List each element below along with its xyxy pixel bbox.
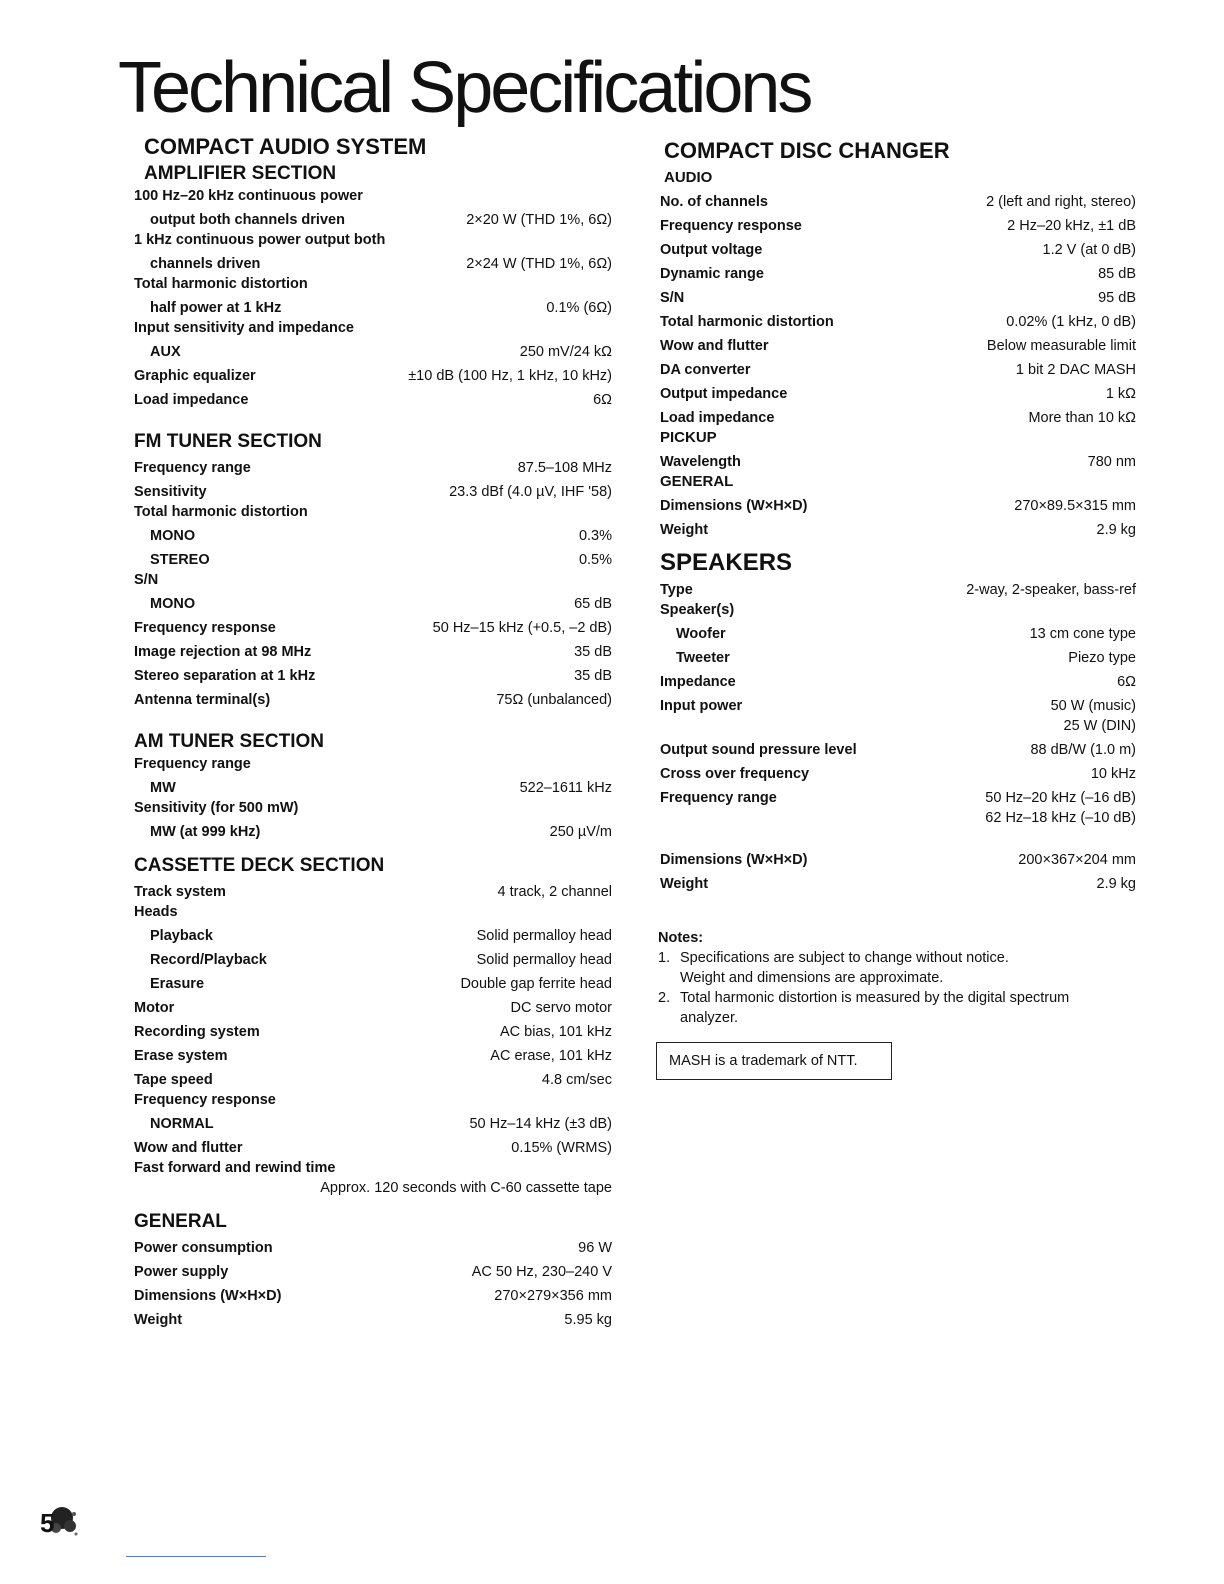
- spec-label: Fast forward and rewind time: [134, 1160, 336, 1176]
- spec-value: 50 Hz–20 kHz (–16 dB): [985, 790, 1136, 806]
- spec-label: Frequency response: [660, 218, 802, 234]
- audio-heading: AUDIO: [664, 169, 713, 186]
- spec-row: [660, 212, 1136, 236]
- spec-value: 2×20 W (THD 1%, 6Ω): [466, 212, 612, 228]
- spec-label: 1 kHz continuous power output both: [134, 232, 386, 248]
- note-number-spacer: [658, 1008, 680, 1028]
- spec-row: [134, 970, 612, 994]
- spec-value: 6Ω: [593, 392, 612, 408]
- spec-value: AC bias, 101 kHz: [499, 1024, 612, 1040]
- spec-label: Total harmonic distortion: [660, 314, 834, 330]
- spec-value: 95 dB: [1098, 290, 1136, 306]
- cassette-deck-section-heading: CASSETTE DECK SECTION: [134, 855, 385, 876]
- spec-label: Dynamic range: [660, 266, 764, 282]
- spec-row: [660, 188, 1136, 212]
- spec-label: Output impedance: [660, 386, 788, 402]
- spec-row: [660, 308, 1136, 332]
- note-item: [658, 988, 1118, 1008]
- spec-row: [134, 250, 612, 274]
- spec-row: [134, 294, 612, 318]
- spec-label: Load impedance: [660, 410, 775, 426]
- spec-label: Speaker(s): [660, 602, 735, 618]
- spec-label: MONO: [150, 596, 196, 612]
- spec-label: Image rejection at 98 MHz: [134, 644, 312, 660]
- spec-value: 5.95 kg: [564, 1312, 612, 1328]
- spec-value: 2 Hz–20 kHz, ±1 dB: [1007, 218, 1136, 234]
- spec-row: [134, 946, 612, 970]
- spec-value: 1.2 V (at 0 dB): [1042, 242, 1136, 258]
- spec-label: Track system: [134, 884, 226, 900]
- spec-value: 25 W (DIN): [1063, 718, 1136, 734]
- spec-label: Tweeter: [676, 650, 730, 666]
- spec-row: [134, 798, 612, 818]
- pickup-heading: PICKUP: [660, 429, 717, 446]
- note-text: Specifications are subject to change without notice.: [680, 950, 1009, 966]
- trademark-notice: MASH is a trademark of NTT.: [656, 1042, 892, 1080]
- spec-row: [134, 206, 612, 230]
- spec-value: Double gap ferrite head: [460, 976, 612, 992]
- spec-row: [134, 1018, 612, 1042]
- spec-row: [660, 236, 1136, 260]
- spec-row: [134, 186, 612, 206]
- spec-label: Recording system: [134, 1024, 260, 1040]
- spec-value: 0.15% (WRMS): [511, 1140, 612, 1156]
- spec-row: [134, 546, 612, 570]
- spec-value: DC servo motor: [510, 1000, 612, 1016]
- spec-value: Below measurable limit: [986, 338, 1136, 354]
- spec-label: Cross over frequency: [660, 766, 810, 782]
- note-number-spacer: [658, 968, 680, 988]
- spec-value: Piezo type: [1068, 650, 1136, 666]
- spec-label: Antenna terminal(s): [134, 692, 271, 708]
- general-section-heading: GENERAL: [134, 1211, 227, 1232]
- spec-label: Frequency response: [134, 620, 276, 636]
- spec-label: Frequency range: [134, 756, 251, 772]
- spec-label: Motor: [134, 1000, 175, 1016]
- note-text: Weight and dimensions are approximate.: [680, 970, 944, 986]
- spec-row: [134, 902, 612, 922]
- spec-row: [134, 1306, 612, 1330]
- spec-label: Erase system: [134, 1048, 228, 1064]
- spec-value: 4 track, 2 channel: [497, 884, 612, 900]
- spec-value: 85 dB: [1098, 266, 1136, 282]
- spec-value: Solid permalloy head: [476, 928, 612, 944]
- compact-disc-changer-heading: COMPACT DISC CHANGER: [664, 138, 950, 163]
- spec-row: [134, 386, 612, 410]
- spec-label: MW (at 999 kHz): [150, 824, 261, 840]
- footer-rule: [126, 1556, 266, 1557]
- spec-label: Woofer: [676, 626, 726, 642]
- spec-row: [134, 1282, 612, 1306]
- spec-label: Erasure: [150, 976, 205, 992]
- notes-block: [658, 928, 1118, 1028]
- am-tuner-section-heading: AM TUNER SECTION: [134, 731, 324, 752]
- spec-value: 2.9 kg: [1096, 876, 1136, 892]
- spec-label: Input power: [660, 698, 743, 714]
- spec-row: [134, 922, 612, 946]
- spec-label: Frequency range: [134, 460, 251, 476]
- spacer: [134, 410, 612, 428]
- spec-label: Playback: [150, 928, 213, 944]
- note-item: [658, 948, 1118, 968]
- spec-label: Wow and flutter: [660, 338, 769, 354]
- spec-label: S/N: [660, 290, 685, 306]
- spec-row: [134, 774, 612, 798]
- spacer: [134, 842, 612, 852]
- spec-label: Power consumption: [134, 1240, 273, 1256]
- spec-label: Load impedance: [134, 392, 249, 408]
- spec-row: [134, 318, 612, 338]
- spec-value: 75Ω (unbalanced): [496, 692, 612, 708]
- spec-value: ±10 dB (100 Hz, 1 kHz, 10 kHz): [408, 368, 612, 384]
- spec-label: Sensitivity: [134, 484, 207, 500]
- compact-disc-changer-column: [660, 138, 1136, 894]
- spec-row: [134, 1042, 612, 1066]
- spec-row: [134, 818, 612, 842]
- spec-row: [660, 576, 1136, 600]
- spec-row: [134, 1134, 612, 1158]
- spec-label: Tape speed: [134, 1072, 213, 1088]
- spec-row: [660, 332, 1136, 356]
- spec-value: 50 W (music): [1050, 698, 1136, 714]
- spec-row: [134, 1234, 612, 1258]
- spec-label: Frequency range: [660, 790, 777, 806]
- spec-row: [134, 878, 612, 902]
- spec-value: 35 dB: [574, 668, 612, 684]
- spec-label: Weight: [660, 522, 709, 538]
- spec-value: More than 10 kΩ: [1028, 410, 1136, 426]
- spec-row: [134, 1258, 612, 1282]
- spec-label: MW: [150, 780, 176, 796]
- spec-row: [134, 274, 612, 294]
- spec-value: 62 Hz–18 kHz (–10 dB): [985, 810, 1136, 826]
- page-title: Technical Specifications: [118, 48, 811, 128]
- spec-label: Power supply: [134, 1264, 229, 1280]
- spec-row: [660, 736, 1136, 760]
- spec-label: STEREO: [150, 552, 210, 568]
- spec-label: DA converter: [660, 362, 751, 378]
- spec-value: 2×24 W (THD 1%, 6Ω): [466, 256, 612, 272]
- spec-label: Output voltage: [660, 242, 763, 258]
- spacer: [134, 710, 612, 728]
- spec-row: [134, 338, 612, 362]
- spec-label: No. of channels: [660, 194, 768, 210]
- spec-row: [134, 686, 612, 710]
- spec-value: 6Ω: [1117, 674, 1136, 690]
- spec-label: Sensitivity (for 500 mW): [134, 800, 299, 816]
- spec-label: Total harmonic distortion: [134, 504, 308, 520]
- spec-value: 13 cm cone type: [1029, 626, 1136, 642]
- spec-row: [134, 614, 612, 638]
- spec-row: [134, 1158, 612, 1178]
- spec-row: [660, 284, 1136, 308]
- spec-label: Stereo separation at 1 kHz: [134, 668, 316, 684]
- spec-row: [134, 1110, 612, 1134]
- spec-value: 780 nm: [1087, 454, 1136, 470]
- spec-value: Approx. 120 seconds with C-60 cassette tape: [320, 1180, 612, 1196]
- spacer: [660, 828, 1136, 846]
- spec-label: output both channels driven: [150, 212, 345, 228]
- spec-value: AC 50 Hz, 230–240 V: [471, 1264, 612, 1280]
- spec-row: [660, 784, 1136, 808]
- spec-row: [134, 502, 612, 522]
- spec-value: 0.02% (1 kHz, 0 dB): [1006, 314, 1136, 330]
- spec-row: [134, 454, 612, 478]
- note-text: Total harmonic distortion is measured by the digital spectrum: [680, 990, 1070, 1006]
- spec-value: 200×367×204 mm: [1018, 852, 1136, 868]
- spec-value: 270×89.5×315 mm: [1014, 498, 1136, 514]
- page-number: 5: [40, 1508, 55, 1538]
- spec-value: 35 dB: [574, 644, 612, 660]
- cd-general-heading: GENERAL: [660, 473, 734, 490]
- spec-value: 96 W: [578, 1240, 612, 1256]
- spec-label: channels driven: [150, 256, 261, 272]
- spec-value: 50 Hz–14 kHz (±3 dB): [469, 1116, 612, 1132]
- spec-row: [660, 404, 1136, 428]
- spec-row: [660, 260, 1136, 284]
- spec-label: Graphic equalizer: [134, 368, 256, 384]
- spec-value: 10 kHz: [1090, 766, 1136, 782]
- spec-label: half power at 1 kHz: [150, 300, 282, 316]
- spec-label: Dimensions (W×H×D): [660, 852, 808, 868]
- spec-label: NORMAL: [150, 1116, 214, 1132]
- spec-label: Dimensions (W×H×D): [134, 1288, 282, 1304]
- spec-value: 1 kΩ: [1105, 386, 1136, 402]
- note-number: 2.: [658, 990, 671, 1006]
- spec-label: Wow and flutter: [134, 1140, 243, 1156]
- spec-row: [134, 638, 612, 662]
- note-item: [658, 1008, 1118, 1028]
- spec-label: Weight: [134, 1312, 183, 1328]
- spec-value: 23.3 dBf (4.0 µV, IHF '58): [449, 484, 612, 500]
- spec-label: S/N: [134, 572, 159, 588]
- spec-value: 250 mV/24 kΩ: [519, 344, 612, 360]
- spec-row: [134, 994, 612, 1018]
- spec-label: Total harmonic distortion: [134, 276, 308, 292]
- spec-row: [134, 230, 612, 250]
- spec-value: 0.5%: [578, 552, 612, 568]
- spacer: [134, 1198, 612, 1208]
- spec-value: 88 dB/W (1.0 m): [1030, 742, 1136, 758]
- spec-row: [660, 380, 1136, 404]
- note-number: 1.: [658, 950, 671, 966]
- spec-row: [660, 692, 1136, 716]
- spec-label: MONO: [150, 528, 196, 544]
- spec-label: Dimensions (W×H×D): [660, 498, 808, 514]
- spec-value: Solid permalloy head: [476, 952, 612, 968]
- spec-row: [134, 754, 612, 774]
- spec-label: AUX: [150, 344, 181, 360]
- note-item: [658, 968, 1118, 988]
- spec-value: 250 µV/m: [549, 824, 612, 840]
- spec-row: [134, 662, 612, 686]
- spec-label: Frequency response: [134, 1092, 276, 1108]
- spec-value: 270×279×356 mm: [494, 1288, 612, 1304]
- spec-label: Weight: [660, 876, 709, 892]
- spec-value: AC erase, 101 kHz: [490, 1048, 612, 1064]
- spec-value: 522–1611 kHz: [519, 780, 612, 796]
- spec-label: Output sound pressure level: [660, 742, 857, 758]
- page-number-mark: [40, 1498, 82, 1548]
- note-text: analyzer.: [680, 1010, 739, 1026]
- spec-label: Impedance: [660, 674, 736, 690]
- amplifier-section-heading: AMPLIFIER SECTION: [144, 163, 337, 184]
- spec-value: 2-way, 2-speaker, bass-ref: [966, 582, 1136, 598]
- spec-row: [660, 644, 1136, 668]
- spec-row: [134, 570, 612, 590]
- spec-row: [660, 356, 1136, 380]
- compact-audio-system-column: [134, 134, 612, 1330]
- spec-row: [660, 448, 1136, 472]
- spec-value: 87.5–108 MHz: [517, 460, 612, 476]
- spec-label: Wavelength: [660, 454, 741, 470]
- spec-label: Type: [660, 582, 693, 598]
- speakers-heading: SPEAKERS: [660, 549, 793, 576]
- spec-row: [660, 600, 1136, 620]
- spec-row: [660, 870, 1136, 894]
- spec-row: [660, 668, 1136, 692]
- spec-label: Record/Playback: [150, 952, 267, 968]
- spec-row: [134, 590, 612, 614]
- spec-value: 65 dB: [574, 596, 612, 612]
- spec-row: [134, 362, 612, 386]
- spec-row: [660, 516, 1136, 540]
- spec-value: 2 (left and right, stereo): [986, 194, 1136, 210]
- compact-audio-system-heading: COMPACT AUDIO SYSTEM: [144, 134, 427, 159]
- spec-row: [134, 522, 612, 546]
- spec-value: 1 bit 2 DAC MASH: [1015, 362, 1136, 378]
- spec-row: [134, 478, 612, 502]
- spec-row: [134, 1066, 612, 1090]
- spec-row: [134, 1090, 612, 1110]
- spec-value: 0.1% (6Ω): [546, 300, 612, 316]
- notes-heading: Notes:: [658, 930, 704, 946]
- spec-row: [660, 492, 1136, 516]
- spec-value: 2.9 kg: [1096, 522, 1136, 538]
- spec-row: [660, 620, 1136, 644]
- spec-value: 4.8 cm/sec: [541, 1072, 612, 1088]
- spec-label: Input sensitivity and impedance: [134, 320, 354, 336]
- spec-label: Heads: [134, 904, 178, 920]
- fm-tuner-section-heading: FM TUNER SECTION: [134, 431, 322, 452]
- spec-row: [660, 760, 1136, 784]
- spec-label: 100 Hz–20 kHz continuous power: [134, 188, 363, 204]
- spec-row: [660, 846, 1136, 870]
- spec-value: 0.3%: [578, 528, 612, 544]
- spec-value: 50 Hz–15 kHz (+0.5, –2 dB): [432, 620, 612, 636]
